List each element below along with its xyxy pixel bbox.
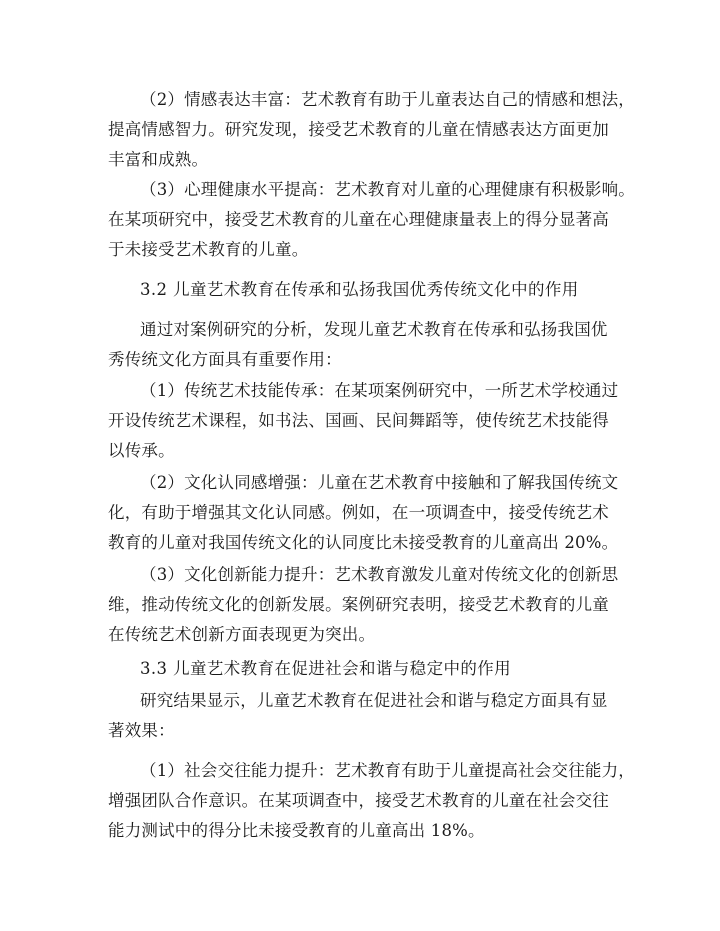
paragraph-line: 通过对案例研究的分析，发现儿童艺术教育在传承和弘扬我国优 [140,320,608,339]
paragraph-line: 化，有助于增强其文化认同感。例如，在一项调查中，接受传统艺术 [108,503,609,522]
paragraph-line: 著效果： [108,721,175,740]
section-heading-3-2: 3.2 儿童艺术教育在传承和弘扬我国优秀传统文化中的作用 [140,280,579,299]
paragraph-line: （3）文化创新能力提升：艺术教育激发儿童对传统文化的创新思 [140,565,619,584]
section-heading-3-3: 3.3 儿童艺术教育在促进社会和谐与稳定中的作用 [140,659,512,678]
paragraph-line: 能力测试中的得分比未接受教育的儿童高出 18%。 [108,821,485,840]
paragraph-line: （1）社会交往能力提升：艺术教育有助于儿童提高社会交往能力， [140,761,635,780]
paragraph-line: 维，推动传统文化的创新发展。案例研究表明，接受艺术教育的儿童 [108,595,609,614]
paragraph-line: 开设传统艺术课程，如书法、国画、民间舞蹈等，使传统艺术技能得 [108,411,609,430]
paragraph-line: （3）心理健康水平提高：艺术教育对儿童的心理健康有积极影响。 [140,180,635,199]
paragraph-line: 在某项研究中，接受艺术教育的儿童在心理健康量表上的得分显著高 [108,210,609,229]
paragraph-line: 教育的儿童对我国传统文化的认同度比未接受教育的儿童高出 20%。 [108,533,619,552]
paragraph-line: 研究结果显示，儿童艺术教育在促进社会和谐与稳定方面具有显 [140,691,608,710]
paragraph-line: 以传承。 [108,441,175,460]
paragraph-line: 丰富和成熟。 [108,150,209,169]
paragraph-line: 在传统艺术创新方面表现更为突出。 [108,625,376,644]
paragraph-line: （1）传统艺术技能传承：在某项案例研究中，一所艺术学校通过 [140,381,619,400]
paragraph-line: 增强团队合作意识。在某项调查中，接受艺术教育的儿童在社会交往 [108,791,609,810]
paragraph-line: （2）情感表达丰富：艺术教育有助于儿童表达自己的情感和想法， [140,90,635,109]
paragraph-line: 秀传统文化方面具有重要作用： [108,350,342,369]
paragraph-line: （2）文化认同感增强：儿童在艺术教育中接触和了解我国传统文 [140,473,619,492]
paragraph-line: 于未接受艺术教育的儿童。 [108,240,309,259]
paragraph-line: 提高情感智力。研究发现，接受艺术教育的儿童在情感表达方面更加 [108,120,609,139]
